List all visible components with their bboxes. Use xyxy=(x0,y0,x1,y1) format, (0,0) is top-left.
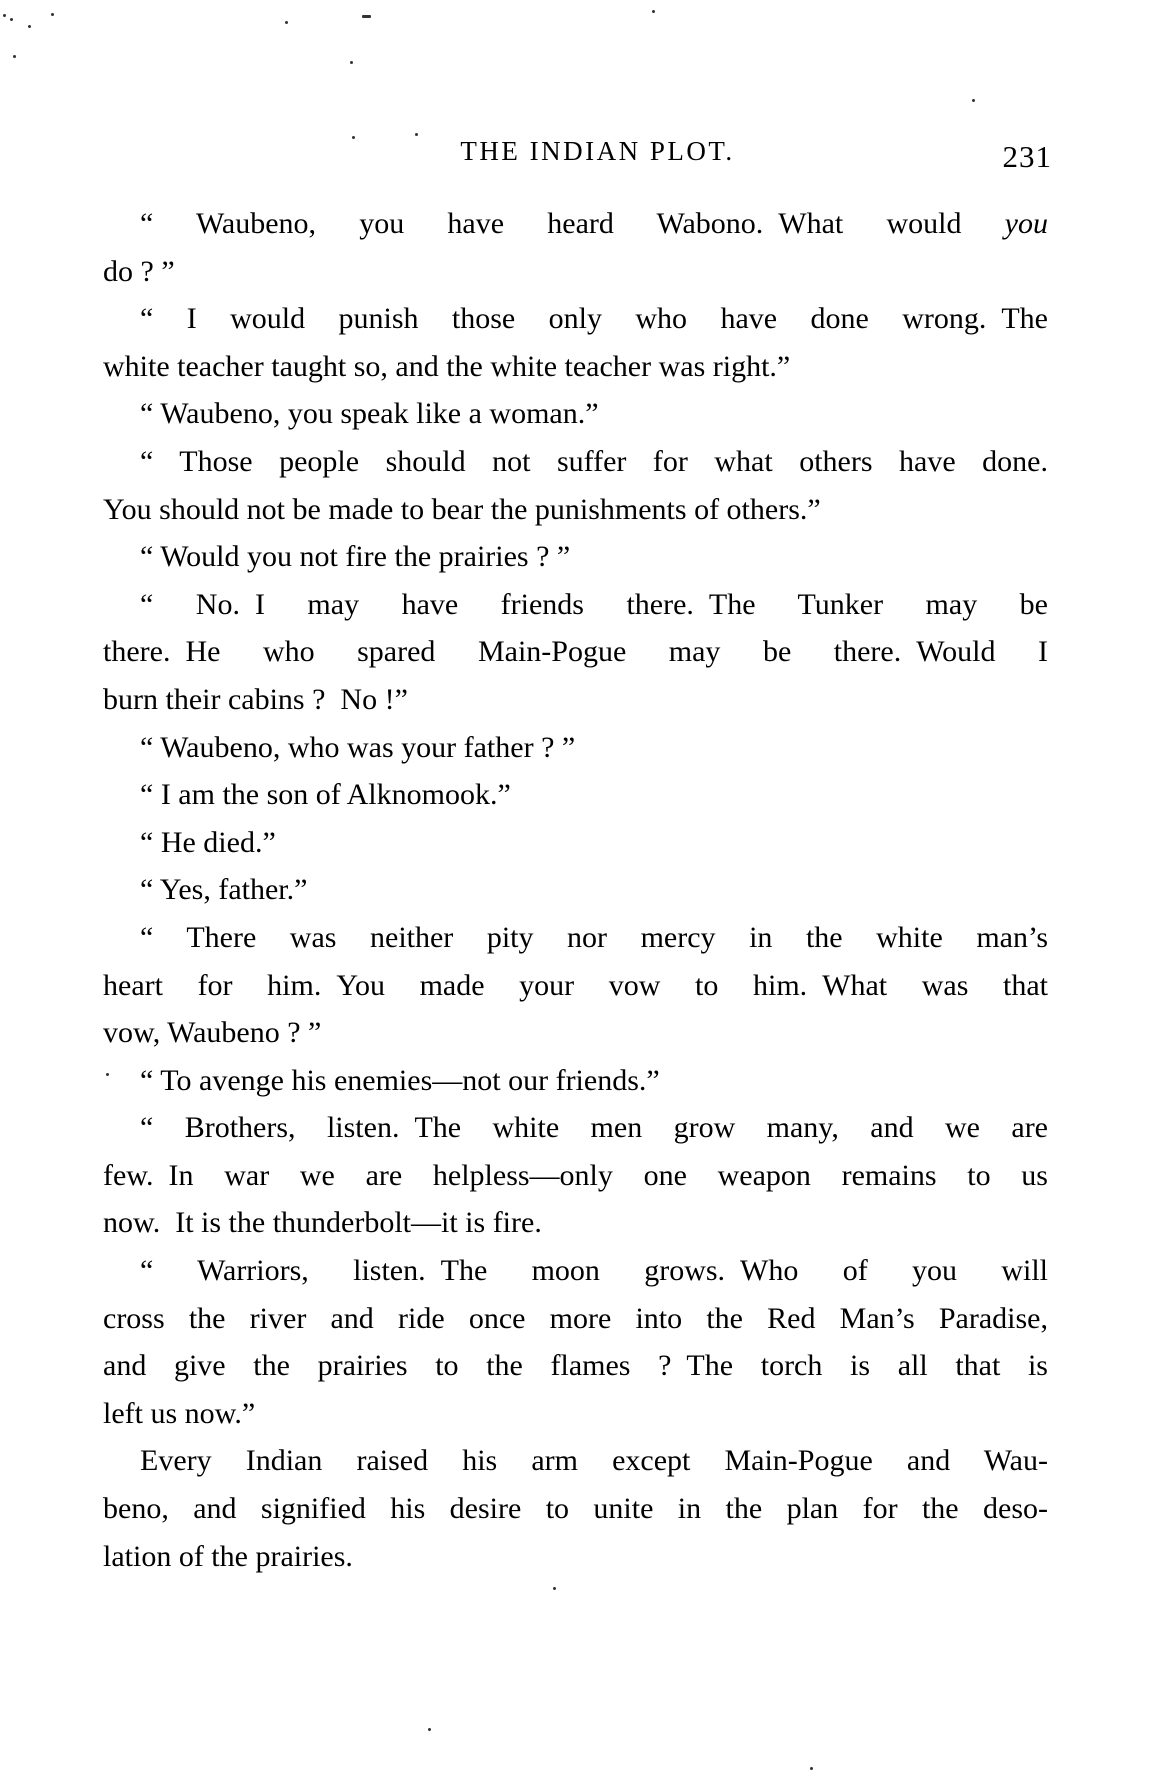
text-line xyxy=(103,1152,1048,1200)
text-line xyxy=(103,771,1048,819)
scan-speck xyxy=(51,13,54,16)
text-segment: “ I would punish those only who have done wrong. The xyxy=(140,302,1048,336)
paragraph xyxy=(103,1104,1048,1247)
paragraph xyxy=(103,724,1048,772)
text-line xyxy=(103,866,1048,914)
text-line xyxy=(103,248,1048,296)
paragraph xyxy=(103,1247,1048,1437)
body-text xyxy=(103,200,1048,1580)
text-segment: “ I am the son of Alknomook.” xyxy=(140,778,511,812)
italic-word: you xyxy=(1004,207,1048,240)
text-line xyxy=(103,914,1048,962)
text-segment: “ Brothers, listen. The white men grow many, and we are xyxy=(140,1111,1048,1145)
text-line xyxy=(103,295,1048,343)
text-line xyxy=(103,676,1048,724)
text-line xyxy=(103,1057,1048,1105)
text-line xyxy=(103,438,1048,486)
paragraph xyxy=(103,866,1048,914)
text-segment: “ Waubeno, who was your father ? ” xyxy=(140,730,576,764)
text-segment: beno, and signified his desire to unite in the plan for the deso- xyxy=(103,1492,1048,1526)
text-line xyxy=(103,1485,1048,1533)
text-segment: “ Those people should not suffer for what others have done. xyxy=(140,444,1048,478)
scan-speck xyxy=(28,25,31,28)
scan-speck xyxy=(106,1073,109,1076)
scan-speck xyxy=(415,133,418,136)
scan-speck xyxy=(652,10,655,13)
text-segment: “ Yes, father.” xyxy=(140,873,308,907)
scan-speck xyxy=(362,15,371,18)
text-line xyxy=(103,1437,1048,1485)
text-segment: “ To avenge his enemies—not our friends.” xyxy=(140,1063,660,1097)
text-line xyxy=(103,1247,1048,1295)
text-line xyxy=(103,533,1048,581)
scan-speck xyxy=(10,18,13,21)
scan-speck xyxy=(972,99,975,102)
chapter-title: THE INDIAN PLOT. xyxy=(460,136,735,166)
text-line xyxy=(103,1533,1048,1581)
running-head xyxy=(103,134,1052,182)
text-line xyxy=(103,724,1048,772)
text-line xyxy=(103,581,1048,629)
text-line xyxy=(103,1342,1048,1390)
text-segment: “ Waubeno, you have heard Wabono. What would xyxy=(140,207,1005,240)
text-line xyxy=(103,1199,1048,1247)
text-segment: there. He who spared Main-Pogue may be there. Would I xyxy=(103,635,1048,669)
text-segment: You should not be made to bear the punishments of others.” xyxy=(103,492,821,526)
text-segment: white teacher taught so, and the white teacher was right.” xyxy=(103,349,791,383)
scan-speck xyxy=(285,21,288,24)
text-line xyxy=(103,1390,1048,1438)
text-line xyxy=(103,628,1048,676)
text-line xyxy=(103,1104,1048,1152)
paragraph xyxy=(103,771,1048,819)
text-segment: cross the river and ride once more into the Red Man’s Paradise, xyxy=(103,1301,1048,1335)
scan-speck xyxy=(13,55,16,58)
scan-speck xyxy=(350,61,353,64)
text-segment: heart for him. You made your vow to him. What was that xyxy=(103,968,1048,1002)
text-line xyxy=(103,819,1048,867)
scan-speck xyxy=(553,1587,556,1590)
text-line xyxy=(103,200,1048,248)
text-line xyxy=(103,1295,1048,1343)
paragraph xyxy=(103,914,1048,1057)
text-segment: “ Would you not fire the prairies ? ” xyxy=(140,540,571,574)
paragraph xyxy=(103,295,1048,390)
paragraph xyxy=(103,1437,1048,1580)
text-segment: “ Waubeno, you speak like a woman.” xyxy=(140,397,599,431)
text-line xyxy=(103,390,1048,438)
scan-speck xyxy=(810,1767,813,1770)
text-segment: “ There was neither pity nor mercy in the white man’s xyxy=(140,920,1048,954)
scan-speck xyxy=(428,1728,431,1731)
paragraph xyxy=(103,390,1048,438)
text-line xyxy=(103,1009,1048,1057)
text-segment: “ He died.” xyxy=(140,825,276,859)
text-line xyxy=(103,343,1048,391)
text-segment: now. It is the thunderbolt—it is fire. xyxy=(103,1206,542,1240)
text-segment: left us now.” xyxy=(103,1396,256,1430)
page-number: 231 xyxy=(1002,139,1052,174)
paragraph xyxy=(103,200,1048,295)
text-segment: lation of the prairies. xyxy=(103,1539,353,1573)
text-segment: and give the prairies to the flames ? The torch is all that is xyxy=(103,1349,1048,1383)
text-segment: Every Indian raised his arm except Main-Pogue and Wau- xyxy=(140,1444,1048,1478)
paragraph xyxy=(103,581,1048,724)
text-segment: few. In war we are helpless—only one weapon remains to us xyxy=(103,1158,1048,1192)
text-segment: “ Warriors, listen. The moon grows. Who of you will xyxy=(140,1254,1048,1288)
text-segment: “ No. I may have friends there. The Tunker may be xyxy=(140,587,1048,621)
text-line xyxy=(103,486,1048,534)
paragraph xyxy=(103,1057,1048,1105)
text-segment: do ? ” xyxy=(103,254,175,288)
scan-speck xyxy=(3,14,6,17)
text-line xyxy=(103,962,1048,1010)
scan-speck xyxy=(352,136,355,139)
paragraph xyxy=(103,819,1048,867)
text-segment: vow, Waubeno ? ” xyxy=(103,1016,322,1050)
paragraph xyxy=(103,533,1048,581)
text-segment: burn their cabins ? No !” xyxy=(103,682,408,716)
paragraph xyxy=(103,438,1048,533)
